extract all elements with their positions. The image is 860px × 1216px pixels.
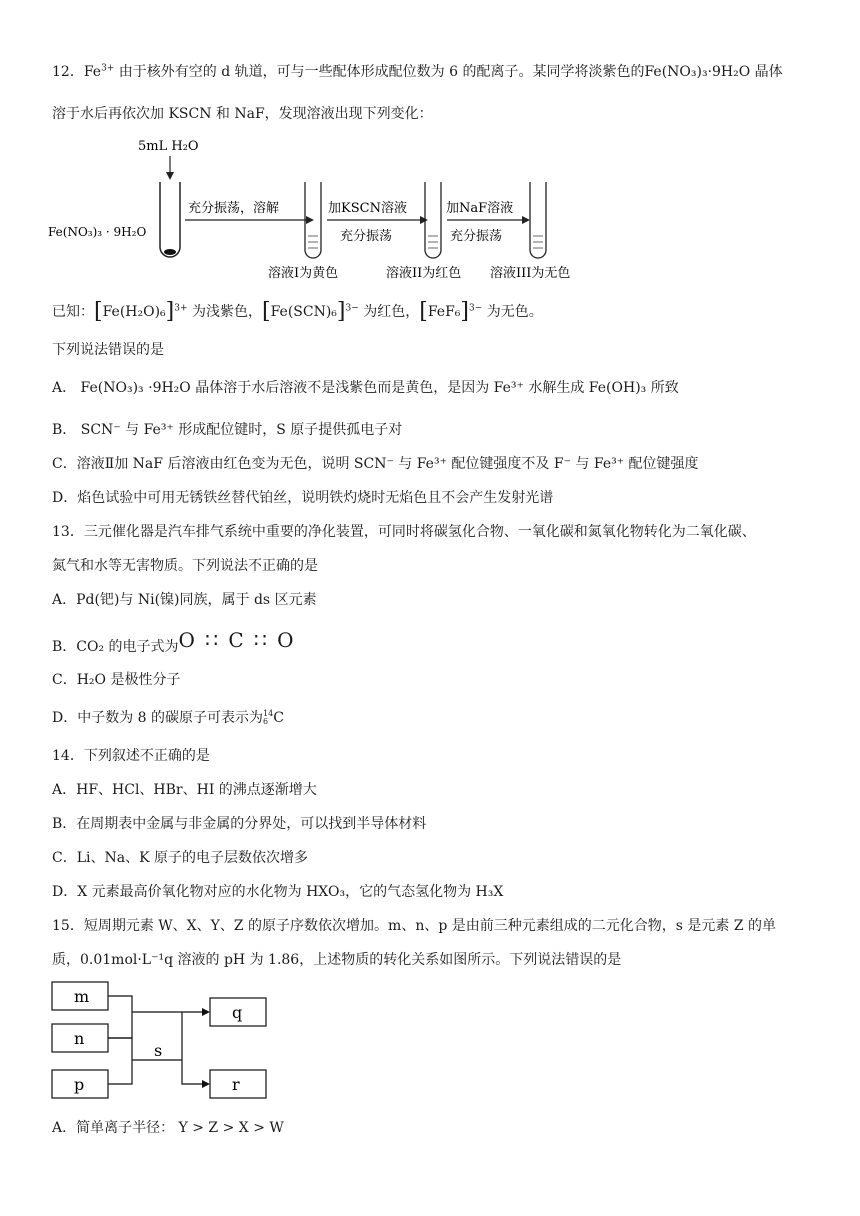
solid-sample xyxy=(164,249,176,255)
complex-2-charge: 3− xyxy=(345,303,359,314)
q13-option-a: A．Pd(钯)与 Ni(镍)同族，属于 ds 区元素 xyxy=(52,592,317,608)
q12-option-a: A． Fe(NO₃)₃ ·9H₂O 晶体溶于水后溶液不是浅紫色而是黄色，是因为 Fe³⁺ 水解生成 Fe(OH)₃ 所致 xyxy=(52,380,679,396)
q13-option-c: C．H₂O 是极性分子 xyxy=(52,672,181,688)
label-q: q xyxy=(232,1003,243,1022)
complex-1-color: 为浅紫色， xyxy=(187,304,262,320)
bracket-close: ] xyxy=(336,299,346,324)
complex-2: Fe(SCN)₆ xyxy=(270,304,337,320)
fe-symbol: Fe xyxy=(83,64,102,80)
complex-1-charge: 3+ xyxy=(174,303,188,314)
q14-option-b: B．在周期表中金属与非金属的分界处，可以找到半导体材料 xyxy=(52,816,427,832)
complex-1: Fe(H₂O)₆ xyxy=(102,304,166,320)
connector-n-p xyxy=(108,1038,132,1084)
bracket-open: [ xyxy=(419,299,428,324)
water-label: 5mL H₂O xyxy=(138,139,199,154)
q13-line1: 13．三元催化器是汽车排气系统中重要的净化装置，可同时将碳氢化合物、一氧化碳和氮氧化物转化为二氧化碳、 xyxy=(52,524,756,540)
complex-3-color: 为无色。 xyxy=(482,304,543,320)
q13-option-d xyxy=(52,708,284,728)
q15-option-a: A．简单离子半径： Y > Z > X > W xyxy=(52,1120,284,1136)
solution1-label: 溶液I为黄色 xyxy=(268,266,339,281)
q14-option-c: C．Li、Na、K 原子的电子层数依次增多 xyxy=(52,850,308,866)
q13-option-b xyxy=(52,628,296,657)
q12-line2: 溶于水后再依次加 KSCN 和 NaF，发现溶液出现下列变化： xyxy=(52,106,433,122)
test-tube-diagram xyxy=(40,132,600,282)
q14-option-a: A．HF、HCl、HBr、HI 的沸点逐渐增大 xyxy=(52,782,317,798)
step2-arrow-head xyxy=(420,216,428,224)
q12-number: 12． xyxy=(52,64,84,80)
q13-option-d-text: D．中子数为 8 的碳原子可表示为 xyxy=(52,710,264,726)
q12-stem-text-end: 晶体 xyxy=(750,64,783,80)
known-prefix: 已知： xyxy=(52,304,94,320)
complex-3-charge: 3− xyxy=(469,303,483,314)
fe-charge: 3+ xyxy=(101,63,115,74)
arrow-r-head xyxy=(202,1080,210,1088)
isotope-numbers xyxy=(263,710,273,726)
step1-label: 充分振荡，溶解 xyxy=(188,201,280,216)
q13-option-b-text: B．CO₂ 的电子式为 xyxy=(52,639,179,655)
step3-bottom-label: 充分振荡 xyxy=(450,229,503,244)
label-m: m xyxy=(74,987,90,1006)
complex-2-color: 为红色， xyxy=(358,304,420,320)
label-n: n xyxy=(74,1029,85,1048)
step3-top-label: 加NaF溶液 xyxy=(446,201,514,216)
solution3-label: 溶液III为无色 xyxy=(490,266,571,281)
carbon-symbol: C xyxy=(273,710,284,726)
bracket-open: [ xyxy=(94,299,103,324)
q13-line2: 氮气和水等无害物质。下列说法不正确的是 xyxy=(52,558,318,574)
water-arrow-head xyxy=(166,172,174,180)
label-s: s xyxy=(154,1041,163,1060)
test-tube-1 xyxy=(160,182,180,257)
arrow-q-head xyxy=(202,1008,210,1016)
step1-arrow-head xyxy=(306,216,314,224)
label-r: r xyxy=(232,1075,240,1094)
q12-salt-formula: Fe(NO₃)₃·9H₂O xyxy=(644,64,751,80)
bracket-open: [ xyxy=(262,299,271,324)
test-tube-4 xyxy=(530,182,546,258)
bracket-close: ] xyxy=(460,299,469,324)
co2-electron-formula: O ∷ C ∷ O xyxy=(178,628,296,652)
q14-stem: 14．下列叙述不正确的是 xyxy=(52,748,210,764)
q14-option-d: D．X 元素最高价氧化物对应的水化物为 HXO₃，它的气态氢化物为 H₃X xyxy=(52,884,504,900)
q12-line1 xyxy=(52,62,783,82)
atomic-number: 6 xyxy=(263,717,269,726)
step2-bottom-label: 充分振荡 xyxy=(340,229,393,244)
connector-to-r xyxy=(182,1012,204,1084)
q12-question: 下列说法错误的是 xyxy=(52,342,164,358)
bracket-close: ] xyxy=(165,299,175,324)
step3-arrow-head xyxy=(522,216,530,224)
step2-top-label: 加KSCN溶液 xyxy=(328,201,407,216)
q12-option-b: B． SCN⁻ 与 Fe³⁺ 形成配位键时，S 原子提供孤电子对 xyxy=(52,422,403,438)
q12-stem-text: 由于核外有空的 d 轨道，可与一些配体形成配位数为 6 的配离子。某同学将淡紫色的 xyxy=(114,64,645,80)
q12-known-line xyxy=(52,299,543,324)
connector-m-n xyxy=(108,996,132,1038)
q12-option-c: C．溶液Ⅱ加 NaF 后溶液由红色变为无色，说明 SCN⁻ 与 Fe³⁺ 配位键强度不及 F⁻ 与 Fe³⁺ 配位键强度 xyxy=(52,456,699,472)
q15-line2: 质，0.01mol·L⁻¹q 溶液的 pH 为 1.86，上述物质的转化关系如图所示。下列说法错误的是 xyxy=(52,952,622,968)
solid-label: Fe(NO₃)₃ · 9H₂O xyxy=(48,225,147,239)
conversion-diagram xyxy=(50,980,280,1105)
label-p: p xyxy=(74,1075,85,1094)
q12-option-d: D．焰色试验中可用无锈铁丝替代铂丝，说明铁灼烧时无焰色且不会产生发射光谱 xyxy=(52,490,554,506)
solution2-label: 溶液II为红色 xyxy=(386,266,462,281)
mass-number: 14 xyxy=(263,709,274,718)
complex-3: FeF₆ xyxy=(427,304,461,320)
q15-line1: 15．短周期元素 W、X、Y、Z 的原子序数依次增加。m、n、p 是由前三种元素组成的二元化合物，s 是元素 Z 的单 xyxy=(52,918,777,934)
